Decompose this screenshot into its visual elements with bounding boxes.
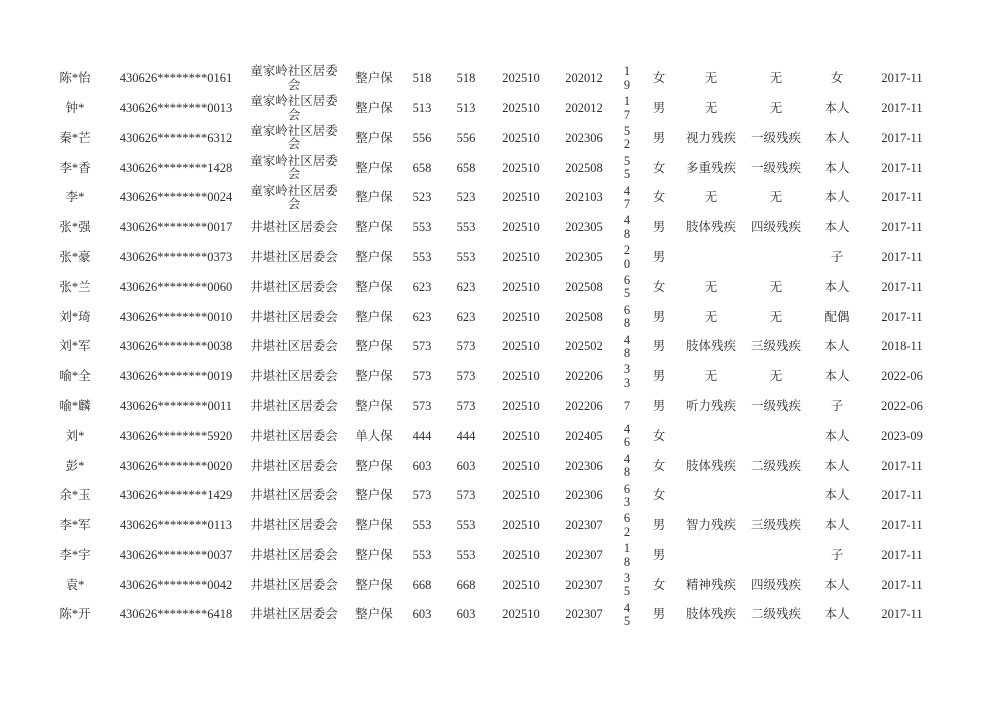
cell-community: 井堪社区居委会 xyxy=(250,309,338,324)
cell-name: 彭* xyxy=(65,458,85,473)
cell-insurance-type: 整户保 xyxy=(355,220,393,235)
cell-amount-2: 553 xyxy=(456,220,476,235)
table-row xyxy=(38,213,938,243)
cell-name: 喻*麟 xyxy=(59,398,91,413)
cell-amount-2: 523 xyxy=(456,190,476,205)
cell-id-number: 430626********6312 xyxy=(119,130,233,145)
cell-amount-2: 623 xyxy=(456,279,476,294)
cell-month-2: 202307 xyxy=(565,607,603,622)
cell-gender: 女 xyxy=(652,160,666,175)
cell-month-2: 202508 xyxy=(565,160,603,175)
table-row xyxy=(38,273,938,303)
cell-month-2: 202305 xyxy=(565,220,603,235)
cell-month-2: 202305 xyxy=(565,249,603,264)
cell-name: 陈*开 xyxy=(59,607,91,622)
cell-insurance-type: 整户保 xyxy=(355,607,393,622)
cell-id-number: 430626********0060 xyxy=(119,279,233,294)
cell-community: 井堪社区居委会 xyxy=(250,220,338,235)
cell-month-1: 202510 xyxy=(502,279,540,294)
cell-age: 7 xyxy=(623,398,631,413)
table-row xyxy=(38,392,938,422)
cell-name: 袁* xyxy=(65,577,85,592)
cell-name: 张*强 xyxy=(59,220,91,235)
cell-community: 井堪社区居委会 xyxy=(250,279,338,294)
cell-insurance-type: 整户保 xyxy=(355,458,393,473)
cell-relation: 配偶 xyxy=(824,309,850,324)
cell-date: 2017-11 xyxy=(881,607,923,622)
cell-disability-level xyxy=(744,243,808,273)
cell-disability-type: 肢体残疾 xyxy=(685,220,736,235)
cell-disability-level: 一级残疾 xyxy=(751,160,802,175)
cell-age: 48 xyxy=(623,332,631,361)
cell-name: 刘* xyxy=(65,428,85,443)
cell-amount-1: 603 xyxy=(412,607,432,622)
cell-disability-level: 三级残疾 xyxy=(751,518,802,533)
cell-amount-1: 553 xyxy=(412,547,432,562)
cell-insurance-type: 整户保 xyxy=(355,577,393,592)
cell-disability-level xyxy=(744,541,808,571)
cell-name: 秦*芒 xyxy=(59,130,91,145)
cell-insurance-type: 整户保 xyxy=(355,547,393,562)
cell-amount-2: 603 xyxy=(456,607,476,622)
cell-month-1: 202510 xyxy=(502,369,540,384)
cell-insurance-type: 整户保 xyxy=(355,190,393,205)
cell-relation: 本人 xyxy=(824,577,850,592)
cell-month-1: 202510 xyxy=(502,428,540,443)
cell-month-1: 202510 xyxy=(502,577,540,592)
cell-community: 井堪社区居委会 xyxy=(250,428,338,443)
cell-disability-type: 视力残疾 xyxy=(685,130,736,145)
cell-name: 张*豪 xyxy=(59,249,91,264)
cell-relation: 本人 xyxy=(824,220,850,235)
cell-date: 2017-11 xyxy=(881,518,923,533)
cell-amount-2: 623 xyxy=(456,309,476,324)
cell-community: 童家岭社区居委会 xyxy=(250,183,338,212)
cell-name: 陈*怡 xyxy=(59,71,91,86)
cell-month-1: 202510 xyxy=(502,249,540,264)
cell-date: 2017-11 xyxy=(881,71,923,86)
cell-name: 钟* xyxy=(65,100,85,115)
cell-amount-2: 603 xyxy=(456,458,476,473)
cell-age: 68 xyxy=(623,302,631,331)
cell-amount-2: 573 xyxy=(456,369,476,384)
cell-age: 52 xyxy=(623,123,631,152)
cell-gender: 女 xyxy=(652,279,666,294)
cell-disability-level: 四级残疾 xyxy=(751,220,802,235)
cell-relation: 女 xyxy=(830,71,844,86)
cell-community: 童家岭社区居委会 xyxy=(250,94,338,122)
cell-month-2: 202206 xyxy=(565,398,603,413)
cell-month-1: 202510 xyxy=(502,398,540,413)
cell-community: 井堪社区居委会 xyxy=(250,547,338,562)
cell-month-2: 202103 xyxy=(565,190,603,205)
cell-disability-type: 无 xyxy=(704,279,718,294)
cell-gender: 男 xyxy=(652,130,666,145)
cell-gender: 男 xyxy=(652,339,666,354)
cell-gender: 男 xyxy=(652,607,666,622)
cell-community: 童家岭社区居委会 xyxy=(250,123,338,152)
cell-community: 井堪社区居委会 xyxy=(250,398,338,413)
cell-month-1: 202510 xyxy=(502,130,540,145)
table-row xyxy=(38,481,938,511)
cell-insurance-type: 整户保 xyxy=(355,100,393,115)
cell-relation: 子 xyxy=(830,398,844,413)
cell-amount-1: 658 xyxy=(412,160,432,175)
cell-month-1: 202510 xyxy=(502,220,540,235)
cell-disability-level: 二级残疾 xyxy=(751,458,802,473)
cell-relation: 本人 xyxy=(824,369,850,384)
cell-disability-type: 多重残疾 xyxy=(685,160,736,175)
cell-community: 井堪社区居委会 xyxy=(250,607,338,622)
cell-name: 李* xyxy=(65,190,85,205)
cell-community: 井堪社区居委会 xyxy=(250,339,338,354)
cell-age: 17 xyxy=(623,94,631,122)
cell-community: 井堪社区居委会 xyxy=(250,249,338,264)
cell-name: 余*玉 xyxy=(59,488,91,503)
cell-relation: 本人 xyxy=(824,190,850,205)
cell-age: 33 xyxy=(623,362,631,390)
cell-amount-2: 553 xyxy=(456,249,476,264)
cell-month-1: 202510 xyxy=(502,309,540,324)
cell-disability-type: 智力残疾 xyxy=(685,518,736,533)
cell-month-2: 202012 xyxy=(565,100,603,115)
cell-month-1: 202510 xyxy=(502,190,540,205)
cell-month-2: 202508 xyxy=(565,279,603,294)
cell-gender: 女 xyxy=(652,428,666,443)
cell-month-2: 202306 xyxy=(565,458,603,473)
cell-id-number: 430626********0042 xyxy=(119,577,233,592)
cell-month-2: 202306 xyxy=(565,488,603,503)
cell-disability-level: 无 xyxy=(769,309,783,324)
cell-date: 2017-11 xyxy=(881,100,923,115)
cell-disability-level: 一级残疾 xyxy=(751,398,802,413)
cell-date: 2017-11 xyxy=(881,249,923,264)
cell-month-1: 202510 xyxy=(502,547,540,562)
cell-amount-2: 513 xyxy=(456,100,476,115)
table-row xyxy=(38,332,938,362)
cell-amount-2: 444 xyxy=(456,428,476,443)
cell-date: 2017-11 xyxy=(881,160,923,175)
cell-relation: 本人 xyxy=(824,488,850,503)
cell-gender: 女 xyxy=(652,577,666,592)
cell-gender: 男 xyxy=(652,547,666,562)
cell-date: 2017-11 xyxy=(881,190,923,205)
cell-disability-type xyxy=(678,541,744,571)
cell-month-2: 202502 xyxy=(565,339,603,354)
cell-community: 井堪社区居委会 xyxy=(250,518,338,533)
cell-insurance-type: 整户保 xyxy=(355,369,393,384)
cell-date: 2018-11 xyxy=(881,339,923,354)
cell-date: 2017-11 xyxy=(881,309,923,324)
table-row xyxy=(38,541,938,571)
cell-disability-level: 无 xyxy=(769,279,783,294)
cell-month-1: 202510 xyxy=(502,71,540,86)
cell-amount-1: 573 xyxy=(412,488,432,503)
cell-date: 2017-11 xyxy=(881,577,923,592)
cell-age: 65 xyxy=(623,272,631,301)
cell-date: 2022-06 xyxy=(881,398,923,413)
cell-amount-2: 658 xyxy=(456,160,476,175)
cell-age: 45 xyxy=(623,600,631,629)
cell-amount-1: 623 xyxy=(412,279,432,294)
cell-amount-1: 523 xyxy=(412,190,432,205)
cell-id-number: 430626********1429 xyxy=(119,488,233,503)
cell-disability-level: 无 xyxy=(769,190,783,205)
table-row xyxy=(38,302,938,332)
table-row xyxy=(38,124,938,154)
cell-disability-level: 二级残疾 xyxy=(751,607,802,622)
table-row xyxy=(38,511,938,541)
cell-age: 48 xyxy=(623,451,631,480)
cell-name: 喻*全 xyxy=(59,369,91,384)
cell-date: 2017-11 xyxy=(881,279,923,294)
cell-disability-level xyxy=(744,422,808,452)
cell-date: 2017-11 xyxy=(881,458,923,473)
cell-date: 2017-11 xyxy=(881,488,923,503)
cell-insurance-type: 整户保 xyxy=(355,130,393,145)
cell-gender: 女 xyxy=(652,488,666,503)
cell-month-2: 202306 xyxy=(565,130,603,145)
cell-relation: 本人 xyxy=(824,100,850,115)
cell-id-number: 430626********0024 xyxy=(119,190,233,205)
table-row xyxy=(38,362,938,392)
cell-date: 2022-06 xyxy=(881,369,923,384)
cell-relation: 本人 xyxy=(824,130,850,145)
cell-id-number: 430626********0373 xyxy=(119,249,233,264)
cell-name: 张*兰 xyxy=(59,279,91,294)
cell-id-number: 430626********0013 xyxy=(119,100,233,115)
cell-disability-level: 无 xyxy=(769,100,783,115)
cell-disability-type: 无 xyxy=(704,71,718,86)
cell-amount-1: 623 xyxy=(412,309,432,324)
cell-relation: 本人 xyxy=(824,518,850,533)
cell-date: 2017-11 xyxy=(881,220,923,235)
cell-month-1: 202510 xyxy=(502,160,540,175)
cell-disability-type: 肢体残疾 xyxy=(685,339,736,354)
cell-disability-type: 精神残疾 xyxy=(685,577,736,592)
cell-community: 童家岭社区居委会 xyxy=(250,64,338,92)
cell-name: 李*香 xyxy=(59,160,91,175)
cell-disability-type xyxy=(678,422,744,452)
table-row xyxy=(38,451,938,481)
cell-insurance-type: 整户保 xyxy=(355,279,393,294)
cell-disability-level xyxy=(744,481,808,511)
table-row xyxy=(38,571,938,601)
welfare-records-table xyxy=(38,64,938,630)
cell-id-number: 430626********0020 xyxy=(119,458,233,473)
cell-amount-2: 668 xyxy=(456,577,476,592)
cell-disability-level: 四级残疾 xyxy=(751,577,802,592)
cell-disability-type: 无 xyxy=(704,309,718,324)
cell-month-1: 202510 xyxy=(502,518,540,533)
welfare-table-body xyxy=(38,64,938,630)
table-row xyxy=(38,600,938,630)
cell-gender: 女 xyxy=(652,71,666,86)
cell-disability-type: 无 xyxy=(704,369,718,384)
cell-gender: 男 xyxy=(652,518,666,533)
cell-age: 48 xyxy=(623,213,631,241)
cell-gender: 女 xyxy=(652,190,666,205)
table-row xyxy=(38,243,938,273)
cell-month-2: 202307 xyxy=(565,577,603,592)
cell-gender: 男 xyxy=(652,398,666,413)
cell-date: 2017-11 xyxy=(881,130,923,145)
cell-id-number: 430626********0010 xyxy=(119,309,233,324)
cell-name: 刘*军 xyxy=(59,339,91,354)
cell-disability-level: 一级残疾 xyxy=(751,130,802,145)
cell-amount-1: 553 xyxy=(412,220,432,235)
cell-age: 63 xyxy=(623,481,631,510)
cell-date: 2017-11 xyxy=(881,547,923,562)
cell-gender: 男 xyxy=(652,369,666,384)
cell-insurance-type: 整户保 xyxy=(355,71,393,86)
cell-community: 井堪社区居委会 xyxy=(250,458,338,473)
cell-age: 47 xyxy=(623,183,631,212)
cell-relation: 本人 xyxy=(824,279,850,294)
cell-month-2: 202405 xyxy=(565,428,603,443)
cell-age: 46 xyxy=(623,421,631,450)
cell-age: 20 xyxy=(623,243,631,271)
cell-community: 井堪社区居委会 xyxy=(250,369,338,384)
cell-name: 李*军 xyxy=(59,518,91,533)
cell-month-1: 202510 xyxy=(502,339,540,354)
cell-id-number: 430626********5920 xyxy=(119,428,233,443)
cell-amount-1: 556 xyxy=(412,130,432,145)
cell-month-1: 202510 xyxy=(502,458,540,473)
cell-community: 童家岭社区居委会 xyxy=(250,153,338,182)
cell-id-number: 430626********0019 xyxy=(119,369,233,384)
cell-insurance-type: 整户保 xyxy=(355,249,393,264)
cell-month-2: 202307 xyxy=(565,518,603,533)
cell-disability-type xyxy=(678,481,744,511)
cell-relation: 本人 xyxy=(824,160,850,175)
table-row xyxy=(38,183,938,213)
cell-amount-2: 553 xyxy=(456,547,476,562)
cell-amount-1: 513 xyxy=(412,100,432,115)
cell-amount-1: 573 xyxy=(412,339,432,354)
cell-disability-level: 无 xyxy=(769,369,783,384)
cell-age: 55 xyxy=(623,153,631,182)
cell-community: 井堪社区居委会 xyxy=(250,488,338,503)
cell-relation: 本人 xyxy=(824,458,850,473)
cell-name: 刘*琦 xyxy=(59,309,91,324)
cell-relation: 子 xyxy=(830,547,844,562)
cell-amount-2: 518 xyxy=(456,71,476,86)
cell-relation: 本人 xyxy=(824,607,850,622)
cell-id-number: 430626********6418 xyxy=(119,607,233,622)
cell-amount-1: 553 xyxy=(412,518,432,533)
cell-disability-type xyxy=(678,243,744,273)
cell-id-number: 430626********0161 xyxy=(119,71,233,86)
table-row xyxy=(38,422,938,452)
cell-month-1: 202510 xyxy=(502,100,540,115)
cell-name: 李*宇 xyxy=(59,547,91,562)
cell-age: 18 xyxy=(623,541,631,569)
cell-amount-1: 518 xyxy=(412,71,432,86)
cell-amount-2: 573 xyxy=(456,398,476,413)
cell-disability-type: 肢体残疾 xyxy=(685,458,736,473)
table-row xyxy=(38,94,938,124)
cell-insurance-type: 整户保 xyxy=(355,309,393,324)
cell-insurance-type: 整户保 xyxy=(355,398,393,413)
cell-relation: 本人 xyxy=(824,428,850,443)
cell-gender: 女 xyxy=(652,458,666,473)
cell-insurance-type: 整户保 xyxy=(355,160,393,175)
cell-id-number: 430626********0038 xyxy=(119,339,233,354)
cell-amount-1: 603 xyxy=(412,458,432,473)
cell-month-2: 202206 xyxy=(565,369,603,384)
cell-insurance-type: 整户保 xyxy=(355,339,393,354)
cell-month-1: 202510 xyxy=(502,488,540,503)
cell-amount-2: 573 xyxy=(456,488,476,503)
cell-insurance-type: 单人保 xyxy=(355,428,393,443)
cell-age: 62 xyxy=(623,511,631,539)
cell-month-2: 202307 xyxy=(565,547,603,562)
cell-amount-2: 573 xyxy=(456,339,476,354)
cell-amount-1: 553 xyxy=(412,249,432,264)
cell-gender: 男 xyxy=(652,249,666,264)
cell-age: 35 xyxy=(623,570,631,599)
cell-amount-1: 573 xyxy=(412,398,432,413)
cell-relation: 本人 xyxy=(824,339,850,354)
cell-gender: 男 xyxy=(652,220,666,235)
cell-disability-level: 三级残疾 xyxy=(751,339,802,354)
table-row xyxy=(38,153,938,183)
cell-age: 19 xyxy=(623,64,631,92)
cell-disability-type: 肢体残疾 xyxy=(685,607,736,622)
cell-amount-2: 553 xyxy=(456,518,476,533)
cell-id-number: 430626********0037 xyxy=(119,547,233,562)
cell-insurance-type: 整户保 xyxy=(355,518,393,533)
cell-amount-2: 556 xyxy=(456,130,476,145)
cell-id-number: 430626********0113 xyxy=(119,518,233,533)
cell-amount-1: 444 xyxy=(412,428,432,443)
cell-relation: 子 xyxy=(830,249,844,264)
cell-gender: 男 xyxy=(652,309,666,324)
cell-id-number: 430626********0017 xyxy=(119,220,233,235)
cell-disability-type: 无 xyxy=(704,100,718,115)
table-row xyxy=(38,64,938,94)
cell-month-2: 202012 xyxy=(565,71,603,86)
cell-gender: 男 xyxy=(652,100,666,115)
cell-amount-1: 573 xyxy=(412,369,432,384)
cell-disability-type: 无 xyxy=(704,190,718,205)
cell-community: 井堪社区居委会 xyxy=(250,577,338,592)
cell-month-2: 202508 xyxy=(565,309,603,324)
cell-id-number: 430626********0011 xyxy=(119,398,233,413)
cell-insurance-type: 整户保 xyxy=(355,488,393,503)
cell-amount-1: 668 xyxy=(412,577,432,592)
cell-disability-type: 听力残疾 xyxy=(685,398,736,413)
cell-month-1: 202510 xyxy=(502,607,540,622)
cell-disability-level: 无 xyxy=(769,71,783,86)
cell-id-number: 430626********1428 xyxy=(119,160,233,175)
cell-date: 2023-09 xyxy=(881,428,923,443)
